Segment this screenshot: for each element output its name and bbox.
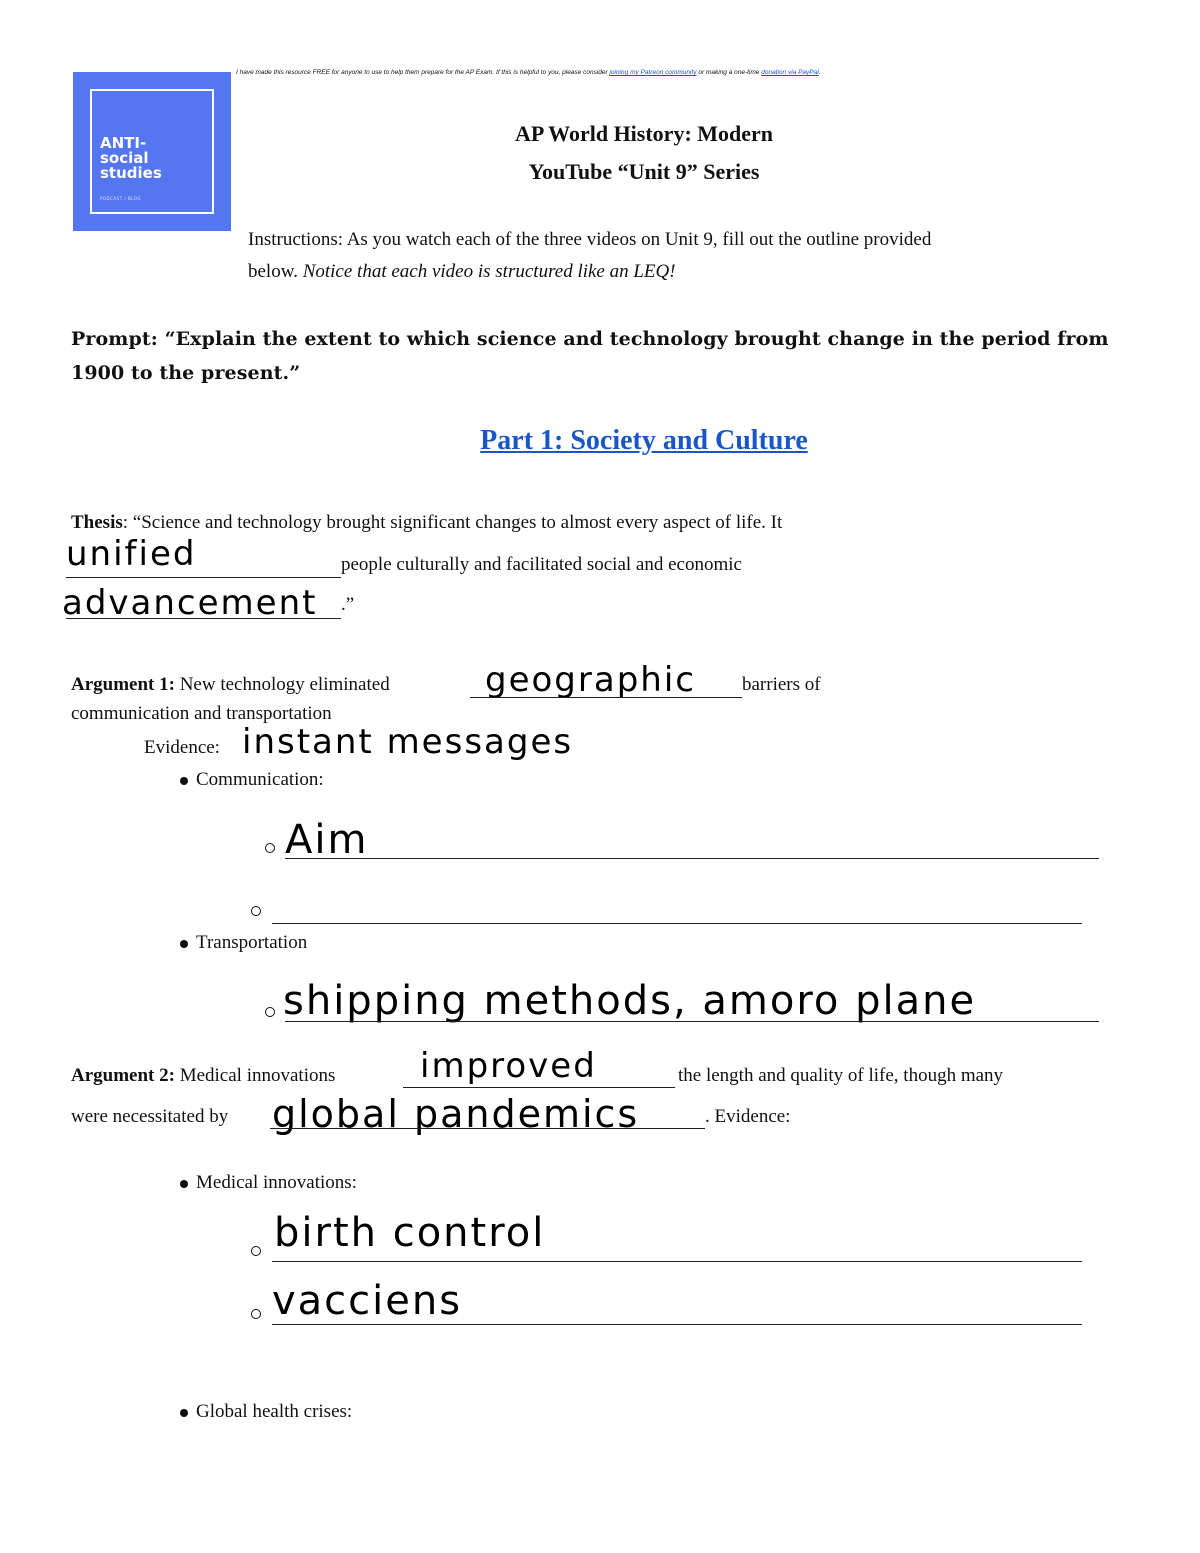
transportation-blank-1[interactable]	[285, 1021, 1099, 1022]
sub-bullet-circle	[265, 843, 275, 853]
notice-text: I have made this resource FREE for anyone to use to help them prepare for the AP Exam. If this is helpful to you, please consider	[236, 69, 610, 76]
prompt: Prompt: “Explain the extent to which science and technology brought change in the period from 1900 to the present.”	[71, 328, 1109, 384]
thesis-line-3: .”	[341, 594, 355, 615]
evidence-answer: instant messages	[242, 722, 574, 762]
medical-answer-2: vacciens	[272, 1278, 463, 1324]
instructions-line-2	[248, 261, 676, 283]
thesis-text: : “Science and technology brought significant changes to almost every aspect of life. It	[122, 512, 783, 533]
bullet-dot	[180, 940, 188, 948]
sub-bullet-circle	[251, 906, 261, 916]
page-title: AP World History: Modern	[514, 121, 774, 146]
page-subtitle: YouTube “Unit 9” Series	[528, 159, 760, 184]
argument-2-blank-2[interactable]	[270, 1128, 705, 1129]
support-notice	[236, 69, 1036, 76]
paypal-link[interactable]: donation via PayPal	[761, 69, 819, 76]
patreon-link[interactable]: joining my Patreon community	[609, 69, 697, 76]
communication-blank-1[interactable]	[285, 858, 1099, 859]
thesis-blank-1[interactable]	[66, 577, 341, 578]
part-1-title: Part 1: Society and Culture	[480, 425, 808, 456]
argument-2-after: the length and quality of life, though many	[678, 1065, 1004, 1086]
instructions-plain: below.	[248, 261, 303, 282]
medical-innovations-label: Medical innovations:	[196, 1172, 357, 1193]
thesis-answer-1: unified	[66, 534, 197, 574]
instructions-line-1: Instructions: As you watch each of the three videos on Unit 9, fill out the outline provided	[248, 229, 932, 250]
communication-blank-2[interactable]	[272, 923, 1082, 924]
transportation-label: Transportation	[196, 932, 308, 953]
transportation-answer-1: shipping methods, amoro plane	[283, 978, 977, 1024]
logo	[73, 72, 231, 231]
evidence-label: Evidence:	[144, 737, 220, 758]
sub-bullet-circle	[265, 1007, 275, 1017]
bullet-dot	[180, 777, 188, 785]
communication-answer-1: Aim	[285, 817, 369, 863]
transportation-bullet	[180, 932, 307, 954]
communication-bullet	[180, 769, 324, 791]
medical-innovations-bullet	[180, 1172, 357, 1194]
medical-blank-2[interactable]	[272, 1324, 1082, 1325]
argument-1-blank[interactable]	[470, 697, 742, 698]
argument-1-answer: geographic	[485, 660, 696, 700]
argument-2-line-1	[71, 1065, 335, 1087]
global-health-bullet	[180, 1401, 352, 1423]
logo-tagline: PODCAST / BLOG	[100, 196, 142, 201]
argument-2-answer-1: improved	[420, 1046, 597, 1086]
argument-1-label: Argument 1:	[71, 674, 175, 695]
bullet-dot	[180, 1409, 188, 1417]
argument-2-blank-1[interactable]	[403, 1087, 675, 1088]
argument-2-answer-2: global pandemics	[272, 1092, 640, 1136]
thesis-answer-2: advancement	[62, 583, 318, 623]
bullet-dot	[180, 1180, 188, 1188]
thesis-line-2: people culturally and facilitated social and economic	[341, 554, 742, 575]
thesis-label: Thesis	[71, 512, 123, 533]
sub-bullet-circle	[251, 1246, 261, 1256]
argument-1-line-2: communication and transportation	[71, 703, 332, 724]
argument-2-line-2-after: . Evidence:	[705, 1106, 791, 1127]
medical-blank-1[interactable]	[272, 1261, 1082, 1262]
thesis-line-1	[71, 512, 782, 534]
argument-2-text: Medical innovations	[174, 1065, 336, 1086]
argument-2-label: Argument 2:	[71, 1065, 175, 1086]
sub-bullet-circle	[251, 1309, 261, 1319]
argument-1-after: barriers of	[742, 674, 821, 695]
global-health-label: Global health crises:	[196, 1401, 353, 1422]
thesis-blank-2[interactable]	[66, 618, 341, 619]
logo-line-1: ANTI-	[100, 134, 147, 152]
notice-text-2: or making a one-time	[696, 69, 762, 76]
instructions-italic: Notice that each video is structured like an LEQ!	[302, 261, 676, 282]
argument-1-line-1	[71, 674, 390, 696]
argument-1-text: New technology eliminated	[174, 674, 390, 695]
communication-label: Communication:	[196, 769, 324, 790]
medical-answer-1: birth control	[274, 1210, 546, 1256]
logo-line-3: studies	[100, 164, 162, 182]
notice-text-3: .	[818, 69, 821, 76]
argument-2-line-2: were necessitated by	[71, 1106, 229, 1127]
logo-line-2: social	[100, 149, 149, 167]
